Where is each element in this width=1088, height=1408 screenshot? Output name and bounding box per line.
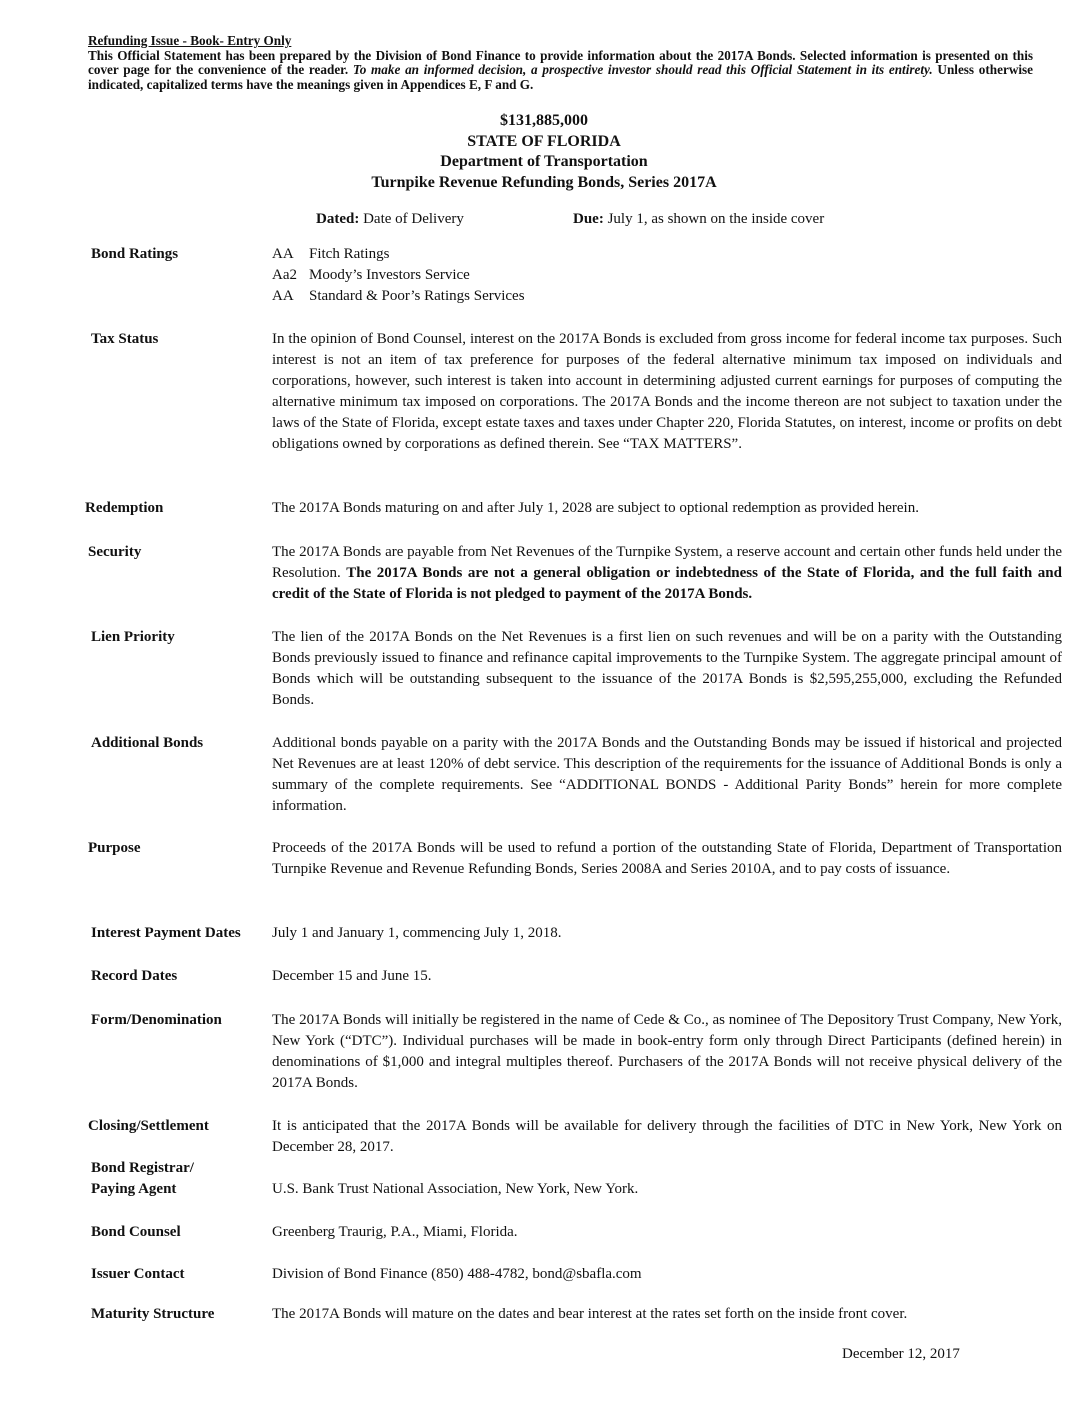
rating-code: AA (272, 246, 294, 262)
purpose-text: Proceeds of the 2017A Bonds will be used to refund a portion of the outstanding State of Florida, Department of Transportation Turnpike Revenue and Revenue Refunding Bonds, Series 2008A and Series 2010A, and to pay costs of issuance. (272, 840, 1062, 877)
form-text: The 2017A Bonds will initially be registered in the name of Cede & Co., as nominee of The Depository Trust Company, New York, New York (“DTC”). Individual purchases will be made in book-entry form only through Direct Participants (defined herein) in denominations of $1,000 and integral multiples thereof. Purchasers of the 2017A Bonds will not receive physical delivery of the 2017A Bonds. (272, 1012, 1062, 1091)
interest-dates-label: Interest Payment Dates (91, 925, 241, 941)
rating-item (272, 286, 1062, 307)
redemption-label: Redemption (85, 500, 164, 516)
dated-value: Date of Delivery (359, 211, 464, 227)
dated-label: Dated: (316, 211, 360, 227)
security-text (272, 542, 1062, 605)
closing-label: Closing/Settlement (88, 1118, 209, 1134)
additional-bonds-label: Additional Bonds (91, 735, 204, 751)
security-bold: The 2017A Bonds are not a general obligation or indebtedness of the State of Florida, and the full faith and credit of the State of Florida is not pledged to payment of the 2017A Bonds. (272, 565, 1062, 602)
record-dates-label: Record Dates (91, 968, 178, 984)
banner-title: Refunding Issue - Book- Entry Only (88, 33, 292, 48)
due-label: Due: (573, 211, 604, 227)
statement-date: December 12, 2017 (842, 1346, 960, 1362)
contact-label: Issuer Contact (91, 1266, 185, 1282)
lien-priority-text: The lien of the 2017A Bonds on the Net Revenues is a first lien on such revenues and will be on a parity with the Outstanding Bonds previously issued to finance and refinance capital improvements to the Turnpike System. The aggregate principal amount of Bonds which will be outstanding subsequent to the issuance of the 2017A Bonds is $2,595,255,000, excluding the Refunded Bonds. (272, 629, 1062, 708)
banner-paragraph (88, 49, 1033, 93)
bond-series: Turnpike Revenue Refunding Bonds, Series 2017A (371, 173, 717, 191)
bond-title-block (0, 111, 1088, 193)
contact-text: Division of Bond Finance (850) 488-4782, bond@sbafla.com (272, 1266, 642, 1282)
due-value: July 1, as shown on the inside cover (603, 211, 825, 227)
registrar-label-line1: Bond Registrar/ (91, 1160, 194, 1176)
form-label: Form/Denomination (91, 1012, 222, 1028)
closing-text: It is anticipated that the 2017A Bonds will be available for delivery through the facilities of DTC in New York, New York on December 28, 2017. (272, 1118, 1062, 1155)
registrar-label (91, 1158, 194, 1200)
rating-agency: Fitch Ratings (309, 246, 390, 262)
counsel-text: Greenberg Traurig, P.A., Miami, Florida. (272, 1224, 518, 1240)
rating-code: Aa2 (272, 267, 297, 283)
registrar-text: U.S. Bank Trust National Association, New York, New York. (272, 1181, 639, 1197)
additional-bonds-text: Additional bonds payable on a parity with the 2017A Bonds and the Outstanding Bonds may be issued if historical and projected Net Revenues are at least 120% of debt service. This description of the requirements for the issuance of Additional Bonds is only a summary of the complete requirements. See “ADDITIONAL BONDS - Additional Parity Bonds” herein for more complete information. (272, 735, 1062, 814)
security-label: Security (88, 544, 142, 560)
rating-agency: Standard & Poor’s Ratings Services (309, 288, 525, 304)
rating-item (272, 244, 1062, 265)
maturity-text: The 2017A Bonds will mature on the dates and bear interest at the rates set forth on the inside front cover. (272, 1306, 908, 1322)
bond-amount: $131,885,000 (500, 112, 588, 129)
cover-banner (88, 34, 1033, 92)
banner-emphasis: To make an informed decision, a prospective investor should read this Official Statement in its entirety. (352, 62, 933, 78)
banner-intro: This Official Statement has been prepared by the Division of Bond Finance to provide information about the 2017A Bonds. Selected information is presented on this cover page for the convenience of the reader. (88, 47, 1033, 78)
counsel-label: Bond Counsel (91, 1224, 181, 1240)
ratings-label: Bond Ratings (91, 246, 179, 262)
rating-item (272, 265, 1062, 286)
record-dates-text: December 15 and June 15. (272, 968, 432, 984)
security-plain: The 2017A Bonds are payable from Net Revenues of the Turnpike System, a reserve account and certain other funds held under the Resolution. (272, 544, 1062, 581)
rating-agency: Moody’s Investors Service (309, 267, 470, 283)
rating-code: AA (272, 288, 294, 304)
tax-status-label: Tax Status (91, 331, 159, 347)
purpose-label: Purpose (88, 840, 141, 856)
lien-priority-label: Lien Priority (91, 629, 175, 645)
registrar-label-line2: Paying Agent (91, 1181, 177, 1197)
department-name: Department of Transportation (440, 153, 648, 171)
banner-tail: Unless otherwise indicated, capitalized terms have the meanings given in Appendices E, F and G. (88, 62, 1034, 92)
due-info (573, 210, 824, 228)
maturity-label: Maturity Structure (91, 1306, 215, 1322)
redemption-text: The 2017A Bonds maturing on and after July 1, 2028 are subject to optional redemption as provided herein. (272, 500, 919, 516)
ratings-list (272, 244, 1062, 307)
issuer-name: STATE OF FLORIDA (467, 132, 621, 150)
interest-dates-text: July 1 and January 1, commencing July 1, 2018. (272, 925, 562, 941)
dated-info (316, 210, 464, 228)
tax-status-text: In the opinion of Bond Counsel, interest on the 2017A Bonds is excluded from gross income for federal income tax purposes. Such interest is not an item of tax preference for purposes of the federal alternative minimum tax imposed on individuals and corporations, however, such interest is taken into account in determining adjusted current earnings for purposes of computing the alternative minimum tax imposed on corporations. The 2017A Bonds and the income thereon are not subject to taxation under the laws of the State of Florida, except estate taxes and taxes under Chapter 220, Florida Statutes, on interest, income or profits on debt obligations owned by corporations as defined therein. See “TAX MATTERS”. (272, 331, 1062, 452)
